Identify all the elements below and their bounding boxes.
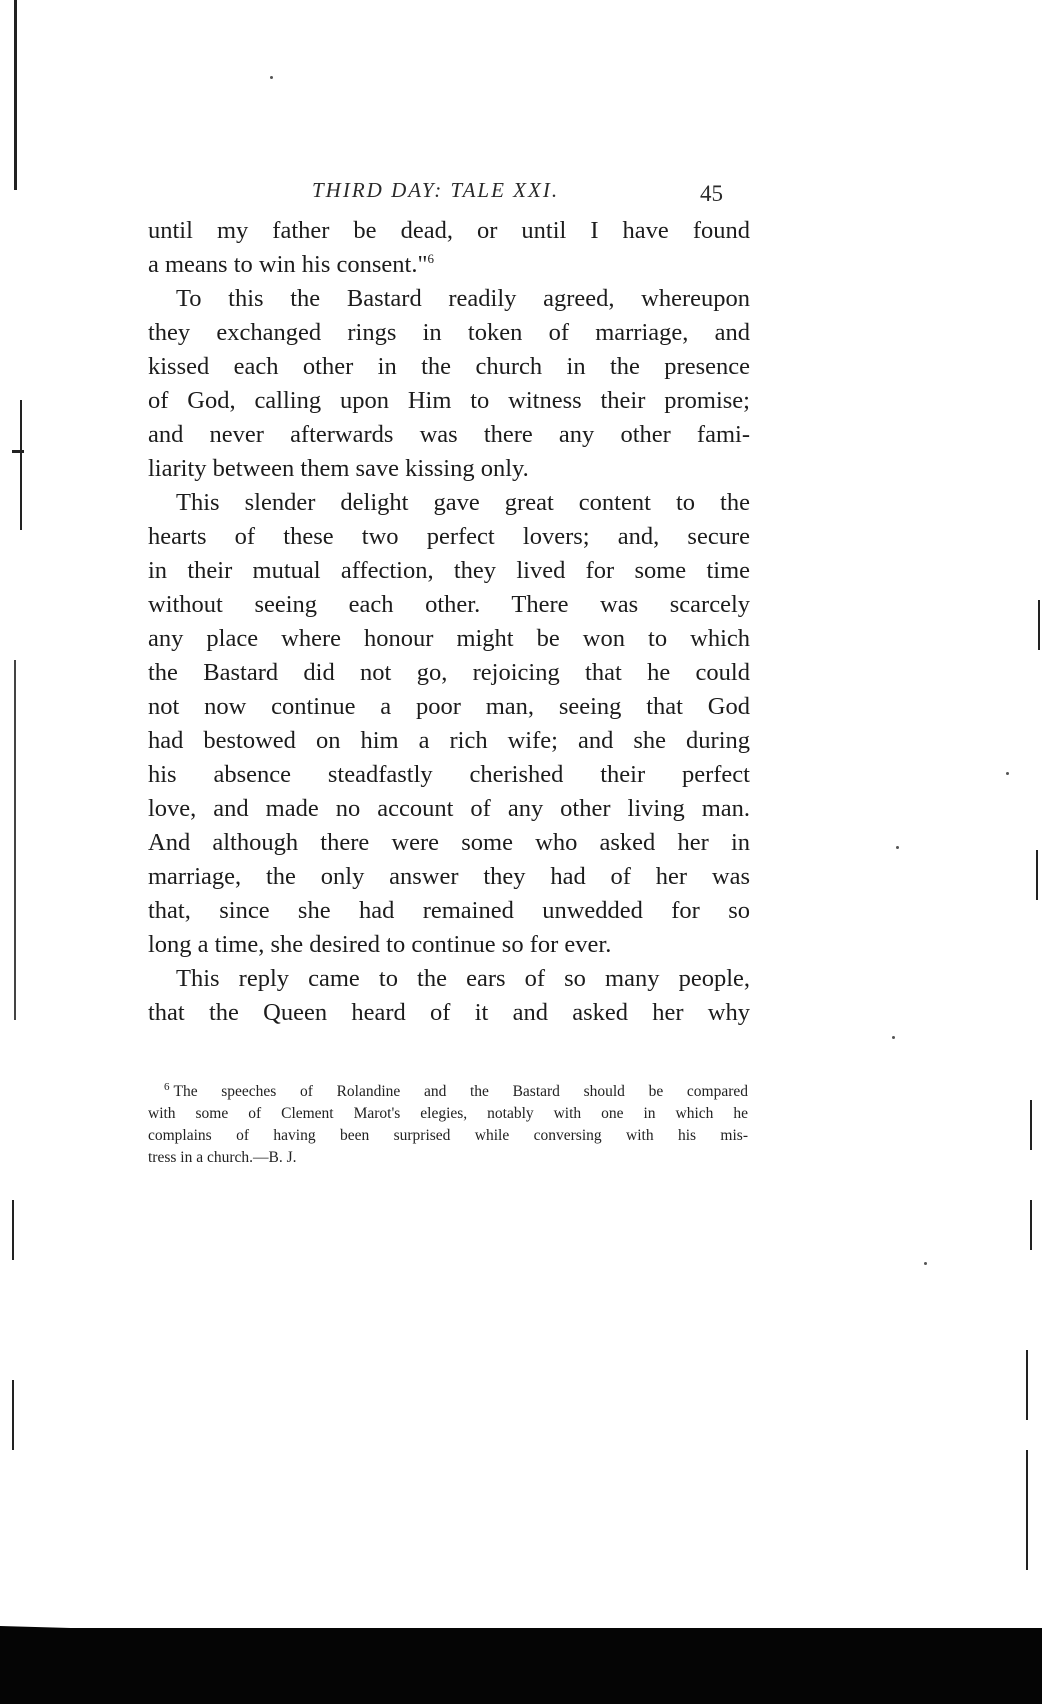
footnote-line-content: The speeches of Rolandine and the Bastard should be compared bbox=[173, 1083, 748, 1100]
scan-edge-mark bbox=[1038, 600, 1040, 650]
text-line bbox=[148, 250, 750, 280]
text-line-content: a means to win his consent." bbox=[148, 251, 428, 278]
text-line: had bestowed on him a rich wife; and she during bbox=[148, 727, 750, 754]
text-line: the Bastard did not go, rejoicing that he could bbox=[148, 659, 750, 686]
scan-bottom-band bbox=[0, 1628, 1042, 1704]
text-line: And although there were some who asked her in bbox=[148, 829, 750, 856]
text-line: they exchanged rings in token of marriage, and bbox=[148, 319, 750, 346]
text-line: marriage, the only answer they had of her was bbox=[148, 863, 750, 890]
scan-edge-mark bbox=[12, 1200, 14, 1260]
text-line: liarity between them save kissing only. bbox=[148, 455, 529, 482]
text-line: until my father be dead, or until I have found bbox=[148, 217, 750, 244]
text-line: and never afterwards was there any other fami- bbox=[148, 421, 750, 448]
scan-edge-mark bbox=[1026, 1450, 1028, 1570]
scan-speck bbox=[1006, 772, 1009, 775]
text-line: that the Queen heard of it and asked her why bbox=[148, 999, 750, 1026]
footnote-line: complains of having been surprised while conversing with his mis- bbox=[148, 1127, 748, 1144]
footnote-reference[interactable]: 6 bbox=[427, 250, 434, 266]
scan-speck bbox=[924, 1262, 927, 1265]
footnote-line bbox=[164, 1082, 748, 1102]
text-line: of God, calling upon Him to witness their promise; bbox=[148, 387, 750, 414]
text-line: long a time, she desired to continue so for ever. bbox=[148, 931, 612, 958]
paragraph-start-line: This slender delight gave great content to the bbox=[176, 489, 750, 516]
text-line: in their mutual affection, they lived for some time bbox=[148, 557, 750, 584]
paragraph-start-line: This reply came to the ears of so many people, bbox=[176, 965, 750, 992]
scan-edge-mark bbox=[12, 1380, 14, 1450]
text-line: any place where honour might be won to which bbox=[148, 625, 750, 652]
scan-edge-mark bbox=[1026, 1350, 1028, 1420]
paragraph-start-line: To this the Bastard readily agreed, whereupon bbox=[176, 285, 750, 312]
page-number: 45 bbox=[700, 181, 723, 206]
text-line: kissed each other in the church in the presence bbox=[148, 353, 750, 380]
text-line: that, since she had remained unwedded for so bbox=[148, 897, 750, 924]
running-header bbox=[0, 178, 1042, 208]
text-line: hearts of these two perfect lovers; and, secure bbox=[148, 523, 750, 550]
scan-edge-mark bbox=[1030, 1200, 1032, 1250]
scan-edge-mark bbox=[20, 400, 22, 530]
scan-edge-mark bbox=[1030, 1100, 1032, 1150]
footnote-line: with some of Clement Marot's elegies, notably with one in which he bbox=[148, 1105, 748, 1122]
text-line: love, and made no account of any other living man. bbox=[148, 795, 750, 822]
scan-speck bbox=[892, 1036, 895, 1039]
scan-edge-mark bbox=[1036, 850, 1038, 900]
footnote-line: tress in a church.—B. J. bbox=[148, 1149, 297, 1166]
scan-edge-mark bbox=[12, 450, 24, 453]
text-line: not now continue a poor man, seeing that God bbox=[148, 693, 750, 720]
text-line: without seeing each other. There was scarcely bbox=[148, 591, 750, 618]
scan-edge-mark bbox=[14, 660, 16, 1020]
footnote-marker: 6 bbox=[164, 1080, 170, 1093]
scan-edge-mark bbox=[14, 0, 17, 190]
running-title: THIRD DAY: TALE XXI. bbox=[312, 178, 560, 202]
scan-speck bbox=[270, 76, 273, 79]
text-line: his absence steadfastly cherished their perfect bbox=[148, 761, 750, 788]
scan-speck bbox=[896, 846, 899, 849]
